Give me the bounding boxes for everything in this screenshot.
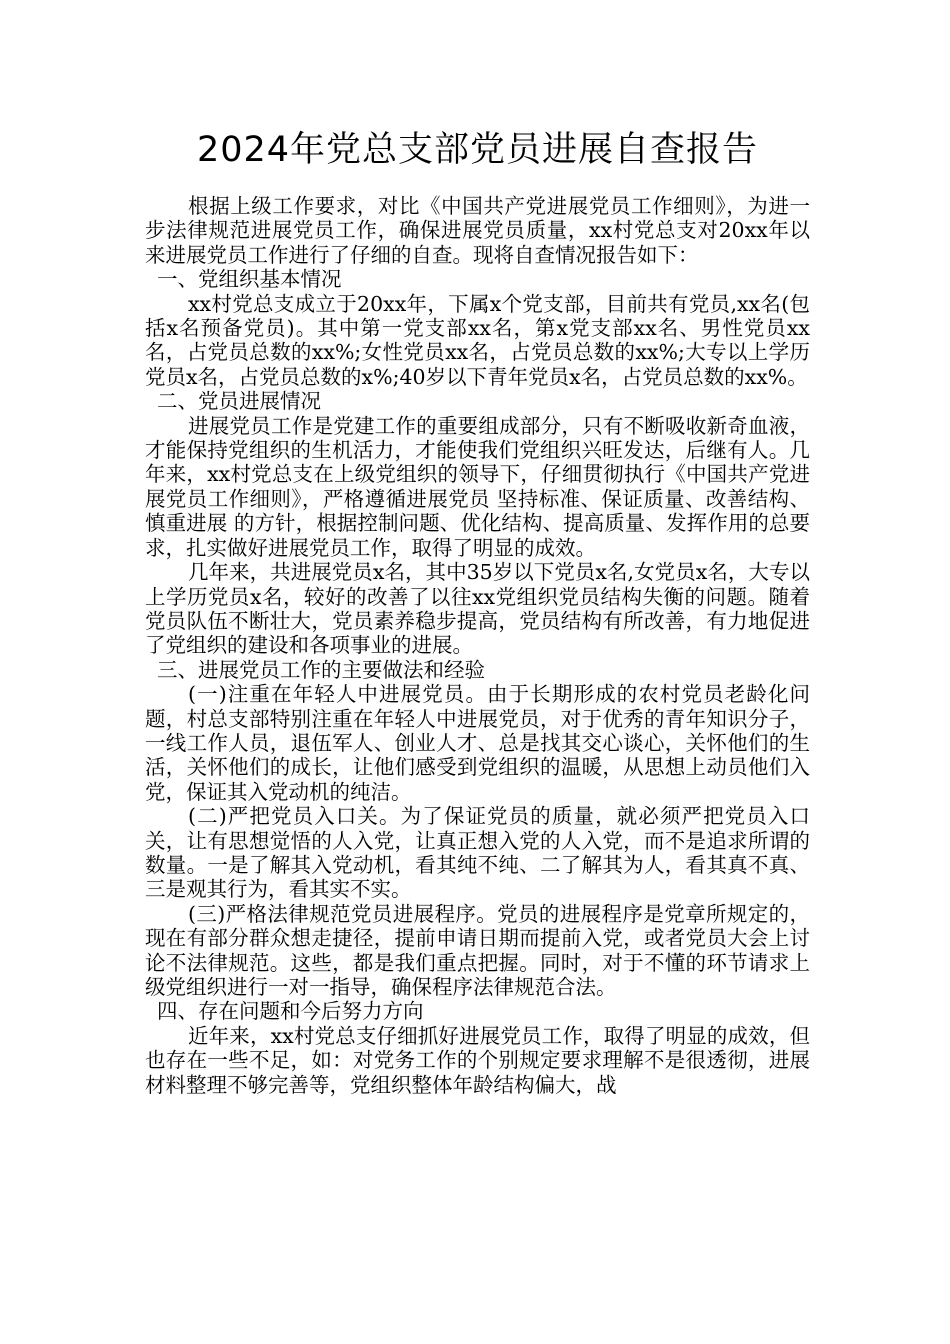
document-body (145, 194, 810, 1097)
section-heading-2: 二、党员进展情况 (157, 389, 321, 414)
body-paragraph: 近年来，xx村党总支仔细抓好进展党员工作，取得了明显的成效，但也存在一些不足，如：对党务工作的个别规定要求理解不是很透彻，进展材料整理不够完善等，党组织整体年龄结构偏大，战 (145, 1023, 810, 1097)
section-heading-1: 一、党组织基本情况 (157, 267, 342, 292)
body-paragraph: 几年来，共进展党员x名，其中35岁以下党员x名,女党员x名，大专以上学历党员x名，较好的改善了以往xx党组织党员结构失衡的问题。随着党员队伍不断壮大，党员素养稳步提高，党员结构有所改善，有力地促进了党组织的建设和各项事业的进展。 (145, 560, 810, 658)
document-title: 2024年党总支部党员进展自查报告 (196, 130, 759, 170)
body-paragraph: 进展党员工作是党建工作的重要组成部分，只有不断吸收新奇血液，才能保持党组织的生机活力，才能使我们党组织兴旺发达，后继有人。几年来，xx村党总支在上级党组织的领导下，仔细贯彻执行《中国共产党进展党员工作细则》，严格遵循进展党员 坚持标准、保证质量、改善结构、慎重进展 的方针，根据控制问题、优化结构、提高质量、发挥作用的总要求，扎实做好进展党员工作，取得了明显的成效。 (145, 413, 810, 560)
section-heading-3: 三、进展党员工作的主要做法和经验 (157, 657, 485, 682)
document-page (145, 128, 810, 1097)
body-paragraph: xx村党总支成立于20xx年，下属x个党支部，目前共有党员,xx名(包括x名预备党员)。其中第一党支部xx名，第x党支部xx名、男性党员xx名，占党员总数的xx%;女性党员xx名，占党员总数的xx%;大专以上学历党员x名，占党员总数的x%;40岁以下青年党员x名，占党员总数的xx%。 (145, 291, 810, 389)
body-paragraph: (一)注重在年轻人中进展党员。由于长期形成的农村党员老龄化问题，村总支部特别注重在年轻人中进展党员，对于优秀的青年知识分子，一线工作人员，退伍军人、创业人才、总是找其交心谈心，关怀他们的生活，关怀他们的成长，让他们感受到党组织的温暖，从思想上动员他们入党，保证其入党动机的纯洁。 (145, 682, 810, 804)
body-paragraph: (二)严把党员入口关。为了保证党员的质量，就必须严把党员入口关，让有思想觉悟的人入党，让真正想入党的人入党，而不是追求所谓的数量。一是了解其入党动机，看其纯不纯、二了解其为人，看其真不真、三是观其行为，看其实不实。 (145, 804, 810, 902)
body-paragraph: (三)严格法律规范党员进展程序。党员的进展程序是党章所规定的，现在有部分群众想走捷径，提前申请日期而提前入党，或者党员大会上讨论不法律规范。这些，都是我们重点把握。同时，对于不懂的环节请求上级党组织进行一对一指导，确保程序法律规范合法。 (145, 901, 810, 999)
intro-paragraph: 根据上级工作要求，对比《中国共产党进展党员工作细则》，为进一步法律规范进展党员工作，确保进展党员质量，xx村党总支对20xx年以来进展党员工作进行了仔细的自查。现将自查情况报告如下： (145, 194, 810, 267)
section-heading-4: 四、存在问题和今后努力方向 (157, 999, 424, 1024)
